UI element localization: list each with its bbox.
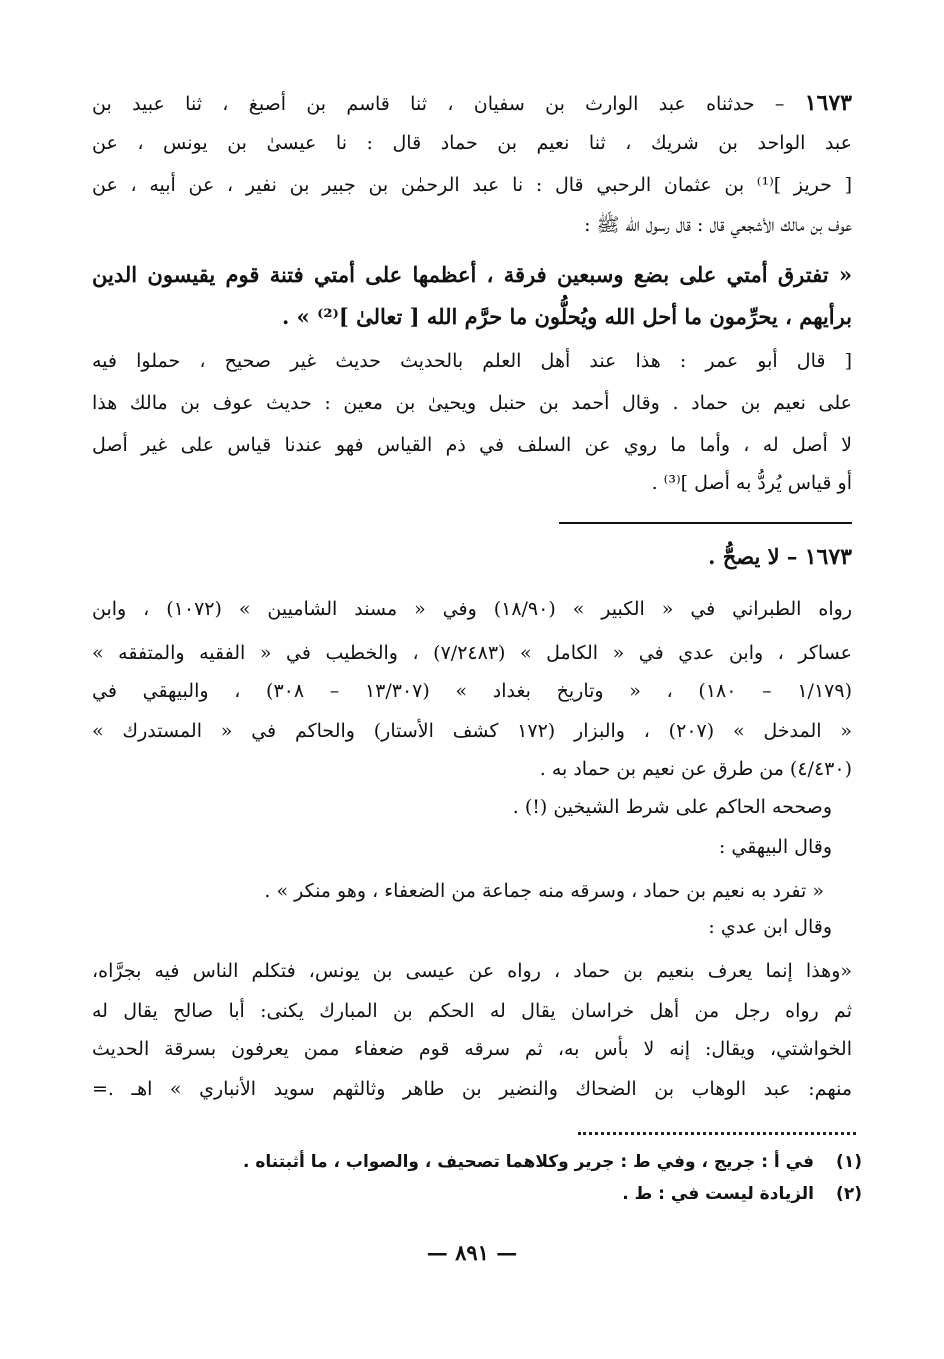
matn-line-1: « تفترق أمتي على بضع وسبعين فرقة ، أعظمها على أمتي فتنة قوم يقيسون الدين xyxy=(92,262,852,287)
footnote-1-text: في أ : جريج ، وفي ط : جرير وكلاهما تصحيف ، والصواب ، ما أثبتناه . xyxy=(242,1152,814,1172)
takhrij-line-1: رواه الطبراني في « الكبير » (١٨/٩٠) وفي « مسند الشاميين » (١٠٧٢) ، وابن xyxy=(92,598,852,620)
matn-line-2: برأيهم ، يحرِّمون ما أحل الله ويُحلُّون ما حرَّم الله [ تعالىٰ ]⁽²⁾ » . xyxy=(282,304,852,329)
section-divider xyxy=(559,522,852,524)
footnote-1-number: (١) xyxy=(836,1152,862,1172)
ibn-adi-line-4: منهم: عبد الوهاب بن الضحاك والنضير بن طاهر وثالثهم سويد الأنباري » اهـ .= xyxy=(92,1078,852,1100)
takhrij-heading xyxy=(92,546,852,568)
comment-line-1: [ قال أبو عمر : هذا عند أهل العلم بالحديث حديث غير صحيح ، حملوا فيه xyxy=(92,350,852,372)
bayhaqi-quote: « تفرد به نعيم بن حماد ، وسرقه منه جماعة من الضعفاء ، وهو منكر » . xyxy=(264,880,824,902)
takhrij-line-4: « المدخل » (٢٠٧) ، والبزار (١٧٢ كشف الأستار) والحاكم في « المستدرك » xyxy=(92,720,852,742)
takhrij-line-5: (٤/٤٣٠) من طرق عن نعيم بن حماد به . xyxy=(539,758,852,780)
comment-line-3: لا أصل له ، وأما ما روي عن السلف في ذم القياس فهو عندنا قياس على غير أصل xyxy=(92,434,852,456)
isnad-line-1-text: – حدثناه عبد الوارث بن سفيان ، ثنا قاسم بن أصبغ ، ثنا عبيد بن xyxy=(92,93,805,115)
footnote-1 xyxy=(162,1152,862,1172)
footnote-2-number: (٢) xyxy=(836,1184,862,1204)
footnote-2 xyxy=(162,1184,862,1204)
takhrij-line-2: عساكر ، وابن عدي في « الكامل » (٧/٢٤٨٣) ، والخطيب في « الفقيه والمتفقه » xyxy=(92,642,853,664)
isnad-line-3: [ حريز ]⁽¹⁾ بن عثمان الرحبي قال : نا عبد الرحمٰن بن جبير بن نفير ، عن أبيه ، عن xyxy=(92,174,852,196)
isnad-line-1 xyxy=(92,92,852,114)
hakim-statement: وصححه الحاكم على شرط الشيخين (!) . xyxy=(512,796,832,818)
ibn-adi-line-2: ثم رواه رجل من أهل خراسان يقال له الحكم بن المبارك يكنى: أبا صالح يقال له xyxy=(92,1000,852,1022)
takhrij-line-3: (١/١٧٩ – ١٨٠) ، « وتاريخ بغداد » (١٣/٣٠٧ – ٣٠٨) ، والبيهقي في xyxy=(92,680,852,702)
comment-line-4: أو قياس يُردُّ به أصل ]⁽³⁾ . xyxy=(651,472,852,494)
bayhaqi-intro: وقال البيهقي : xyxy=(718,836,832,858)
page-number: — ٨٩١ — xyxy=(426,1240,518,1265)
hadith-number: ١٦٧٣ xyxy=(804,90,852,116)
isnad-line-4: عوف بن مالك الأشجعي قال : قال رسول الله ﷺ : xyxy=(584,214,852,236)
comment-line-2: على نعيم بن حماد . وقال أحمد بن حنبل ويحيىٰ بن معين : حديث عوف بن مالك هذا xyxy=(92,392,852,414)
isnad-line-2: عبد الواحد بن شريك ، ثنا نعيم بن حماد قال : نا عيسىٰ بن يونس ، عن xyxy=(92,132,852,154)
footnote-separator xyxy=(578,1132,856,1135)
footnote-2-text: الزيادة ليست في : ط . xyxy=(622,1184,814,1204)
ibn-adi-line-1: «وهذا إنما يعرف بنعيم بن حماد ، رواه عن عيسى بن يونس، فتكلم الناس فيه بجرَّاه، xyxy=(92,960,852,982)
takhrij-verdict: – لا يصحُّ . xyxy=(708,544,805,569)
ibn-adi-line-3: الخواشتي، ويقال: إنه لا بأس به، ثم سرقه قوم ضعفاء ممن يعرفون بسرقة الحديث xyxy=(92,1038,852,1060)
takhrij-number: ١٦٧٣ xyxy=(804,544,852,570)
ibn-adi-intro: وقال ابن عدي : xyxy=(708,916,832,938)
